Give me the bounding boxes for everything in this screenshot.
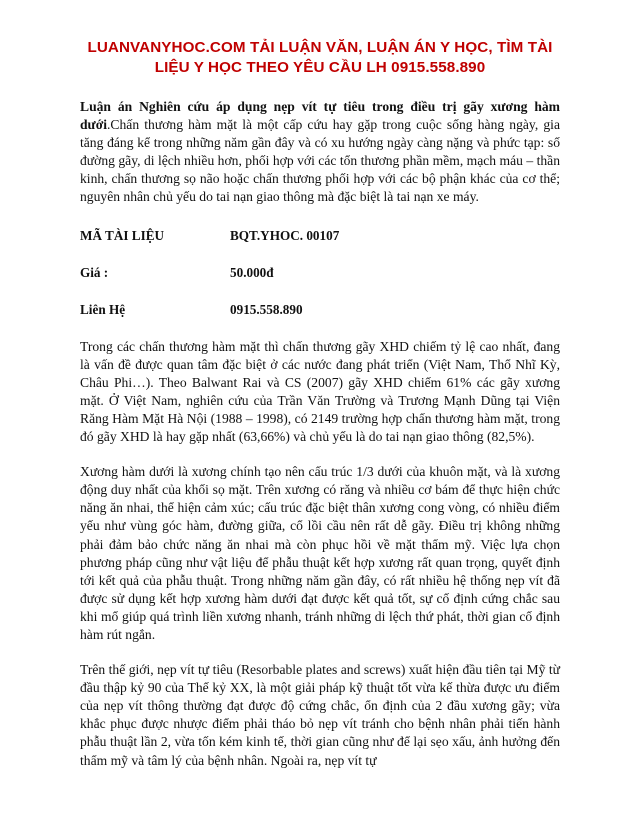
header-line-2: LIỆU Y HỌC THEO YÊU CẦU LH 0915.558.890	[154, 59, 486, 76]
intro-paragraph	[80, 98, 560, 207]
meta-value: 50.000đ	[230, 264, 274, 280]
meta-key: Giá :	[80, 264, 109, 280]
body-paragraph: Trong các chấn thương hàm mặt thì chấn thương gãy XHD chiếm tỷ lệ cao nhất, đang là vấn đề được quan tâm đặc biệt ở các nước đang phát triển (Việt Nam, Thổ Nhĩ Kỳ, Châu Phi…). Theo Balwant Rai và CS (2007) gãy XHD chiếm 61% các gãy xương mặt. Ở Việt Nam, nghiên cứu của Trần Văn Trường và Trương Mạnh Dũng tại Viện Răng Hàm Mặt Hà Nội (1988 – 1998), có 2149 trường hợp chấn thương hàm mặt, trong đó gãy XHD là hay gặp nhất (63,66%) và chủ yếu là do tai nạn giao thông (82,5%).	[80, 338, 560, 445]
intro-text: .Chấn thương hàm mặt là một cấp cứu hay gặp trong cuộc sống hàng ngày, gia tăng đáng kể trong những năm gần đây và có xu hướng ngày càng nặng và phức tạp: số đường gãy, di lệch nhiều hơn, phối hợp với các tổn thương phần mềm, mạch máu – thần kinh, chấn thương sọ não hoặc chấn thương phối hợp với các bộ phận khác của cơ thể; nguyên nhân chủ yếu do tai nạn giao thông mà đặc biệt là tai nạn xe máy.	[80, 117, 560, 205]
site-header	[80, 0, 560, 78]
header-line-1: LUANVANYHOC.COM TẢI LUẬN VĂN, LUẬN ÁN Y HỌC, TÌM TÀI	[87, 39, 553, 56]
meta-row-contact	[80, 301, 560, 319]
meta-row-code	[80, 227, 560, 245]
meta-row-price	[80, 264, 560, 282]
meta-value: BQT.YHOC. 00107	[230, 227, 340, 243]
intro-title: Luận án Nghiên cứu áp dụng nẹp vít tự tiêu trong điều trị gãy xương hàm dưới	[80, 99, 560, 133]
body-paragraph: Xương hàm dưới là xương chính tạo nên cấu trúc 1/3 dưới của khuôn mặt, và là xương động duy nhất của khối sọ mặt. Trên xương có răng và nhiều cơ bám để thực hiện chức năng ăn nhai, thể hiện cảm xúc; cấu trúc đặc biệt thân xương cong vòng, có nhiều điểm yếu như vùng góc hàm, đường giữa, cổ lồi cầu nên rất dễ gãy. Điều trị không những phải đảm bảo chức năng ăn nhai mà còn phục hồi về mặt thẩm mỹ. Việc lựa chọn phương pháp cũng như vật liệu để phẫu thuật kết hợp xương rất quan trọng, quyết định tới kết quả của phẫu thuật. Trong những năm gần đây, có rất nhiều hệ thống nẹp vít đã được sử dụng kết hợp xương hàm dưới đạt được kết quả tốt, sự cố định cứng chắc sau khi mổ giúp quá trình liền xương nhanh, tránh những di lệch thứ phát, thời gian cố định hàm rút ngắn.	[80, 464, 560, 642]
meta-key: MÃ TÀI LIỆU	[80, 227, 165, 243]
meta-value: 0915.558.890	[230, 301, 303, 317]
body-paragraph: Trên thế giới, nẹp vít tự tiêu (Resorbable plates and screws) xuất hiện đầu tiên tại Mỹ từ đầu thập kỷ 90 của Thế kỷ XX, là một giải pháp kỹ thuật tốt vừa kế thừa được ưu điểm của nẹp vít thông thường đạt được độ cứng chắc, ổn định của 2 đầu xương gãy; vừa khắc phục được nhược điểm phải tháo bỏ nẹp vít tránh cho bệnh nhân phải tiến hành phẫu thuật lần 2, vừa tốn kém kinh tế, thời gian cũng như để lại sẹo xấu, ảnh hưởng đến thẩm mỹ và tâm lý của bệnh nhân. Ngoài ra, nẹp vít tự	[80, 662, 560, 768]
meta-key: Liên Hệ	[80, 301, 126, 317]
document-meta	[80, 227, 560, 319]
